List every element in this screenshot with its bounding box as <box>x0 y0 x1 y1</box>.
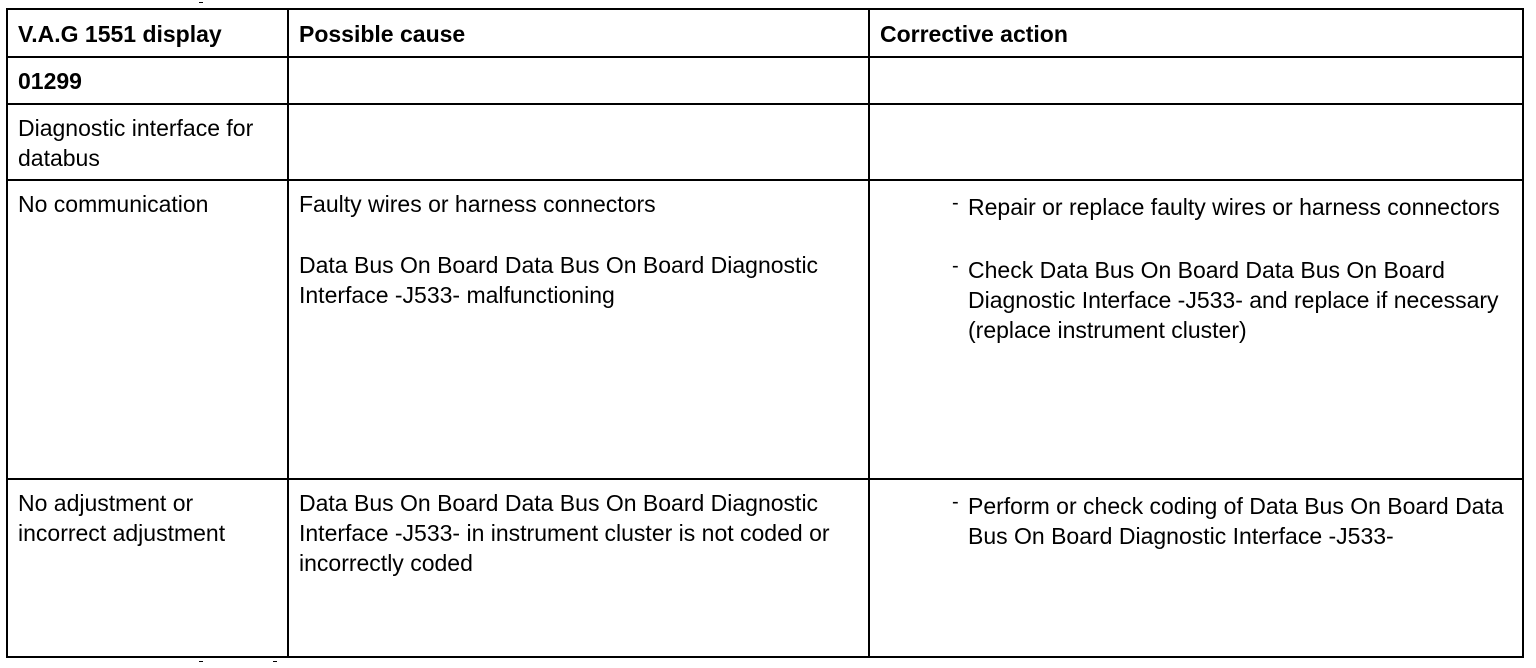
header-row <box>7 9 1523 57</box>
cause-cell <box>288 479 869 657</box>
diagnostic-table <box>6 8 1524 658</box>
code-row <box>7 57 1523 104</box>
action-list <box>880 491 1512 551</box>
display-cell: No communication <box>7 180 288 479</box>
cause-cell <box>288 180 869 479</box>
action-cell <box>869 479 1523 657</box>
display-cell: No adjustment or incorrect adjustment <box>7 479 288 657</box>
empty-cell <box>869 104 1523 180</box>
fault-code: 01299 <box>7 57 288 104</box>
dash-bullet: - <box>952 255 959 277</box>
page-mark <box>199 2 203 3</box>
cause-text: Data Bus On Board Data Bus On Board Diagnostic Interface -J533- malfunctioning <box>299 252 819 308</box>
action-text: Check Data Bus On Board Data Bus On Board Diagnostic Interface -J533- and replace if necessary (replace instrument cluster) <box>968 257 1499 343</box>
interface-row <box>7 104 1523 180</box>
action-item <box>952 491 1512 551</box>
dash-bullet: - <box>952 192 959 214</box>
empty-cell <box>288 57 869 104</box>
empty-cell <box>288 104 869 180</box>
action-text: Perform or check coding of Data Bus On Board Data Bus On Board Diagnostic Interface -J533- <box>968 493 1504 549</box>
cause-text: Faulty wires or harness connectors <box>299 191 656 217</box>
action-text: Repair or replace faulty wires or harness connectors <box>968 194 1500 220</box>
header-action: Corrective action <box>869 9 1523 57</box>
page-mark <box>199 661 203 662</box>
action-item <box>952 255 1512 345</box>
interface-label: Diagnostic interface for databus <box>7 104 288 180</box>
cause-text: Data Bus On Board Data Bus On Board Diagnostic Interface -J533- in instrument cluster is not coded or incorrectly coded <box>299 490 830 576</box>
no-adjustment-row <box>7 479 1523 657</box>
no-communication-row <box>7 180 1523 479</box>
action-list <box>880 192 1512 345</box>
action-item <box>952 192 1512 222</box>
page-mark <box>273 661 277 662</box>
header-cause: Possible cause <box>288 9 869 57</box>
action-cell <box>869 180 1523 479</box>
header-display: V.A.G 1551 display <box>7 9 288 57</box>
empty-cell <box>869 57 1523 104</box>
dash-bullet: - <box>952 491 959 513</box>
